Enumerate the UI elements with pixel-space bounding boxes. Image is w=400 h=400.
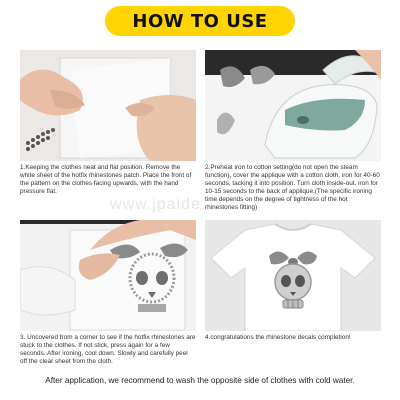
step-3-caption: 3. Uncovered from a corner to see if the hotfix rhinestones are stuck to the clothes. If not stick, press again for a few seconds. After ironing, cool down. Slowly and carefully peel off the clear sheet from the cloth. xyxy=(20,334,196,365)
step-3-photo xyxy=(20,220,196,331)
step-3 xyxy=(20,220,196,366)
step-2-image xyxy=(205,50,381,161)
footer-note: After application, we recommend to wash the opposite side of clothes with cold water. xyxy=(45,376,355,385)
page-title: HOW TO USE xyxy=(105,6,295,36)
step-2-caption: 2.Preheat iron to cotton setting(do not open the steam function), cover the applique with a cotton cloth, iron for 40-60 seconds, tacking it into position. Turn cloth inside-out, iron for 10-15 seconds to the back of applique.(The specific ironing time depends on the degree of tightness of the hot rhinestones fitting) xyxy=(205,164,380,211)
step-4-photo xyxy=(205,220,381,331)
step-3-image xyxy=(20,220,196,331)
watermark-text: www.jpaide xyxy=(110,196,201,213)
step-2-photo xyxy=(205,50,381,161)
step-4 xyxy=(205,220,381,342)
step-2 xyxy=(205,50,381,212)
step-4-image xyxy=(205,220,381,331)
title-banner xyxy=(0,0,400,42)
step-1 xyxy=(20,50,196,196)
step-1-photo xyxy=(20,50,196,161)
step-4-caption: 4.congratulations the rhinestone decals completion! xyxy=(205,334,351,341)
step-1-image xyxy=(20,50,196,161)
step-1-caption: 1.Keeping the clothes neat and flat position. Remove the white sheet of the hotfix rhinestones patch. Place the front of the pattern on the clothes facing upwards, with the hand pressure flat. xyxy=(20,164,192,195)
